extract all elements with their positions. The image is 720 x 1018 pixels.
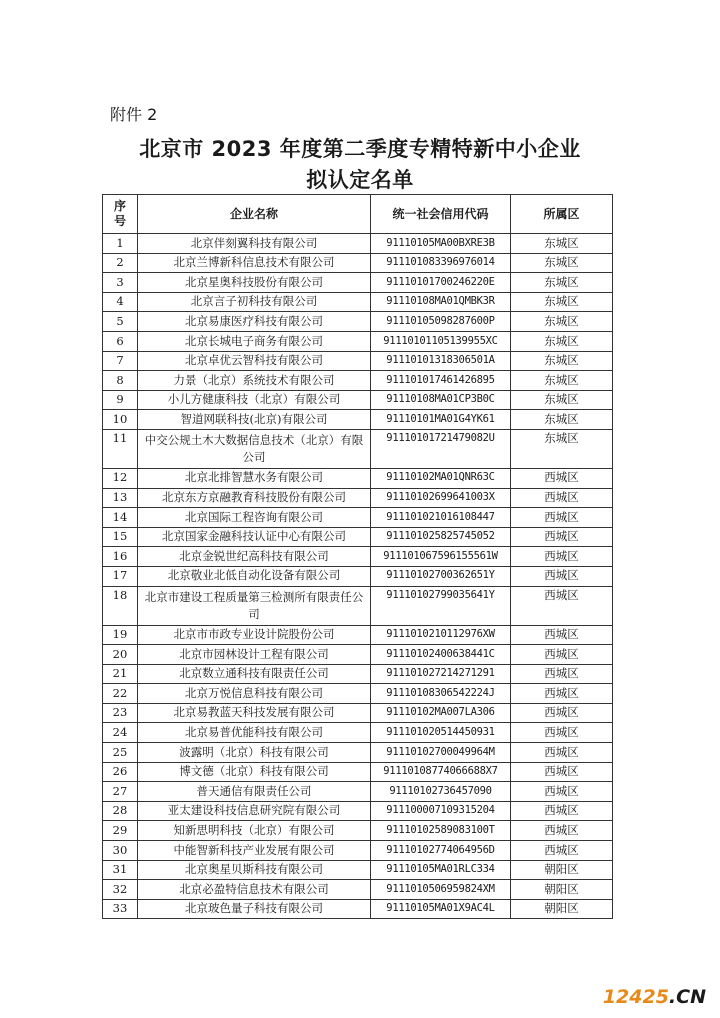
row-credit-code: 911101067596155561W	[371, 547, 511, 567]
row-seq: 3	[103, 273, 138, 293]
row-company-name: 中交公规土木大数据信息技术（北京）有限公司	[138, 429, 371, 468]
row-district: 西城区	[511, 762, 613, 782]
row-credit-code: 91110108MA01CP3B0C	[371, 390, 511, 410]
row-district: 西城区	[511, 488, 613, 508]
row-company-name: 北京北排智慧水务有限公司	[138, 468, 371, 488]
row-district: 东城区	[511, 351, 613, 371]
row-credit-code: 91110105MA00BXRE3B	[371, 234, 511, 254]
row-seq: 11	[103, 429, 138, 468]
row-seq: 7	[103, 351, 138, 371]
row-district: 西城区	[511, 841, 613, 861]
row-district: 东城区	[511, 234, 613, 254]
row-district: 西城区	[511, 821, 613, 841]
watermark-number: 12425	[602, 986, 669, 1008]
row-credit-code: 91110102736457090	[371, 782, 511, 802]
row-company-name: 亚太建设科技信息研究院有限公司	[138, 801, 371, 821]
row-credit-code: 91110102MA007LA306	[371, 703, 511, 723]
row-company-name: 北京星奥科技股份有限公司	[138, 273, 371, 293]
row-seq: 29	[103, 821, 138, 841]
table-row	[103, 351, 613, 371]
row-company-name: 小儿方健康科技（北京）有限公司	[138, 390, 371, 410]
row-seq: 20	[103, 645, 138, 665]
row-credit-code: 91110101105139955XC	[371, 331, 511, 351]
row-credit-code: 91110102774064956D	[371, 841, 511, 861]
table-row	[103, 899, 613, 919]
table-row	[103, 566, 613, 586]
row-district: 东城区	[511, 253, 613, 273]
table-row	[103, 860, 613, 880]
row-district: 东城区	[511, 331, 613, 351]
table-row	[103, 821, 613, 841]
row-company-name: 力景（北京）系统技术有限公司	[138, 371, 371, 391]
table-row	[103, 273, 613, 293]
row-company-name: 北京兰博新科信息技术有限公司	[138, 253, 371, 273]
table-row	[103, 429, 613, 468]
row-district: 西城区	[511, 801, 613, 821]
row-seq: 23	[103, 703, 138, 723]
row-seq: 27	[103, 782, 138, 802]
row-seq: 19	[103, 625, 138, 645]
row-district: 西城区	[511, 743, 613, 763]
row-company-name: 北京玻色量子科技有限公司	[138, 899, 371, 919]
row-district: 西城区	[511, 723, 613, 743]
table-row	[103, 586, 613, 625]
row-company-name: 北京易康医疗科技有限公司	[138, 312, 371, 332]
row-district: 东城区	[511, 390, 613, 410]
row-company-name: 北京东方京融教育科技股份有限公司	[138, 488, 371, 508]
table-row	[103, 331, 613, 351]
table-header-row	[103, 195, 613, 234]
header-code: 统一社会信用代码	[371, 195, 511, 234]
table-row	[103, 664, 613, 684]
row-seq: 5	[103, 312, 138, 332]
row-credit-code: 91110105098287600P	[371, 312, 511, 332]
row-seq: 32	[103, 880, 138, 900]
watermark-domain: .CN	[668, 986, 706, 1008]
row-district: 西城区	[511, 527, 613, 547]
row-seq: 33	[103, 899, 138, 919]
row-credit-code: 91110108MA01QMBK3R	[371, 292, 511, 312]
row-seq: 6	[103, 331, 138, 351]
table-row	[103, 410, 613, 430]
row-seq: 18	[103, 586, 138, 625]
row-company-name: 北京市市政专业设计院股份公司	[138, 625, 371, 645]
table-row	[103, 527, 613, 547]
row-company-name: 博文德（北京）科技有限公司	[138, 762, 371, 782]
row-company-name: 北京奥星贝斯科技有限公司	[138, 860, 371, 880]
row-credit-code: 911101025825745052	[371, 527, 511, 547]
row-district: 东城区	[511, 429, 613, 468]
row-credit-code: 91110102700049964M	[371, 743, 511, 763]
row-district: 西城区	[511, 547, 613, 567]
row-district: 西城区	[511, 645, 613, 665]
row-company-name: 北京易普优能科技有限公司	[138, 723, 371, 743]
row-credit-code: 91110108774066688X7	[371, 762, 511, 782]
header-name: 企业名称	[138, 195, 371, 234]
row-credit-code: 91110102589083100T	[371, 821, 511, 841]
row-company-name: 北京卓优云智科技有限公司	[138, 351, 371, 371]
row-credit-code: 91110102799035641Y	[371, 586, 511, 625]
row-seq: 10	[103, 410, 138, 430]
row-district: 西城区	[511, 782, 613, 802]
row-company-name: 北京必盈特信息技术有限公司	[138, 880, 371, 900]
table-row	[103, 801, 613, 821]
header-seq-label: 序 号	[113, 199, 126, 228]
row-seq: 8	[103, 371, 138, 391]
row-credit-code: 911101020514450931	[371, 723, 511, 743]
table-body	[103, 234, 613, 919]
row-credit-code: 91110102400638441C	[371, 645, 511, 665]
row-credit-code: 911101027214271291	[371, 664, 511, 684]
table-row	[103, 488, 613, 508]
document-subtitle: 拟认定名单	[306, 168, 414, 192]
row-seq: 30	[103, 841, 138, 861]
row-seq: 17	[103, 566, 138, 586]
row-district: 朝阳区	[511, 899, 613, 919]
row-district: 西城区	[511, 703, 613, 723]
row-district: 东城区	[511, 410, 613, 430]
row-seq: 4	[103, 292, 138, 312]
row-seq: 15	[103, 527, 138, 547]
row-seq: 24	[103, 723, 138, 743]
row-district: 西城区	[511, 664, 613, 684]
header-seq	[103, 195, 138, 234]
row-seq: 16	[103, 547, 138, 567]
table-row	[103, 468, 613, 488]
table-row	[103, 312, 613, 332]
row-company-name: 北京数立通科技有限责任公司	[138, 664, 371, 684]
table-row	[103, 684, 613, 704]
row-credit-code: 91110101318306501A	[371, 351, 511, 371]
row-seq: 14	[103, 508, 138, 528]
row-credit-code: 911101083396976014	[371, 253, 511, 273]
row-seq: 1	[103, 234, 138, 254]
site-watermark	[603, 986, 706, 1008]
attachment-label: 附件 2	[110, 105, 158, 124]
row-company-name: 北京金锐世纪高科技有限公司	[138, 547, 371, 567]
row-credit-code: 91110102700362651Y	[371, 566, 511, 586]
row-company-name: 普天通信有限责任公司	[138, 782, 371, 802]
table-row	[103, 292, 613, 312]
row-seq: 26	[103, 762, 138, 782]
row-company-name: 北京市建设工程质量第三检测所有限责任公司	[138, 586, 371, 625]
row-company-name: 北京长城电子商务有限公司	[138, 331, 371, 351]
row-credit-code: 91110101MA01G4YK61	[371, 410, 511, 430]
row-credit-code: 91110102699641003X	[371, 488, 511, 508]
row-credit-code: 91110105MA01RLC334	[371, 860, 511, 880]
row-district: 西城区	[511, 625, 613, 645]
header-district: 所属区	[511, 195, 613, 234]
row-company-name: 波露明（北京）科技有限公司	[138, 743, 371, 763]
row-company-name: 北京万悦信息科技有限公司	[138, 684, 371, 704]
row-company-name: 北京言子初科技有限公司	[138, 292, 371, 312]
row-credit-code: 91110102MA01QNR63C	[371, 468, 511, 488]
table-row	[103, 371, 613, 391]
table-row	[103, 782, 613, 802]
row-credit-code: 911101017461426895	[371, 371, 511, 391]
row-credit-code: 91110105MA01X9AC4L	[371, 899, 511, 919]
row-seq: 28	[103, 801, 138, 821]
table-row	[103, 625, 613, 645]
table-row	[103, 841, 613, 861]
table-row	[103, 390, 613, 410]
row-district: 西城区	[511, 586, 613, 625]
row-seq: 25	[103, 743, 138, 763]
row-company-name: 北京易教蓝天科技发展有限公司	[138, 703, 371, 723]
table-row	[103, 508, 613, 528]
row-company-name: 北京敬业北低自动化设备有限公司	[138, 566, 371, 586]
row-credit-code: 91110101700246220E	[371, 273, 511, 293]
row-district: 东城区	[511, 273, 613, 293]
row-district: 西城区	[511, 684, 613, 704]
row-district: 东城区	[511, 312, 613, 332]
document-title: 北京市 2023 年度第二季度专精特新中小企业	[139, 137, 581, 161]
row-credit-code: 911100007109315204	[371, 801, 511, 821]
row-seq: 12	[103, 468, 138, 488]
row-seq: 13	[103, 488, 138, 508]
table-row	[103, 547, 613, 567]
row-district: 东城区	[511, 371, 613, 391]
row-credit-code: 9111010506959824XM	[371, 880, 511, 900]
row-company-name: 北京伴刻翼科技有限公司	[138, 234, 371, 254]
row-company-name: 智道网联科技(北京)有限公司	[138, 410, 371, 430]
row-company-name: 北京国家金融科技认证中心有限公司	[138, 527, 371, 547]
enterprise-table	[102, 194, 613, 919]
row-seq: 22	[103, 684, 138, 704]
row-seq: 31	[103, 860, 138, 880]
row-district: 东城区	[511, 292, 613, 312]
row-seq: 9	[103, 390, 138, 410]
row-credit-code: 91110101721479082U	[371, 429, 511, 468]
row-district: 西城区	[511, 508, 613, 528]
table-row	[103, 645, 613, 665]
row-company-name: 知新思明科技（北京）有限公司	[138, 821, 371, 841]
table-row	[103, 253, 613, 273]
row-credit-code: 9111010210112976XW	[371, 625, 511, 645]
row-district: 朝阳区	[511, 860, 613, 880]
row-district: 朝阳区	[511, 880, 613, 900]
row-seq: 21	[103, 664, 138, 684]
row-credit-code: 911101021016108447	[371, 508, 511, 528]
table-row	[103, 234, 613, 254]
row-seq: 2	[103, 253, 138, 273]
row-company-name: 北京市园林设计工程有限公司	[138, 645, 371, 665]
row-company-name: 中能智新科技产业发展有限公司	[138, 841, 371, 861]
row-company-name: 北京国际工程咨询有限公司	[138, 508, 371, 528]
row-district: 西城区	[511, 468, 613, 488]
table-row	[103, 743, 613, 763]
table-row	[103, 703, 613, 723]
table-row	[103, 723, 613, 743]
table-row	[103, 880, 613, 900]
row-credit-code: 91110108306542224J	[371, 684, 511, 704]
row-district: 西城区	[511, 566, 613, 586]
table-row	[103, 762, 613, 782]
